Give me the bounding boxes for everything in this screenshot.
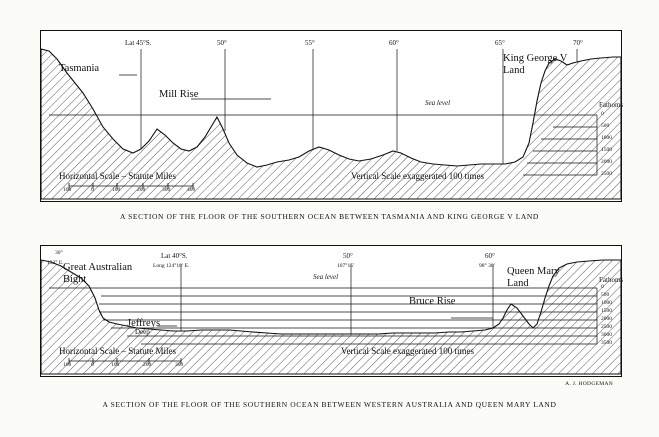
scale-tick-100a-2: 100 (63, 362, 72, 368)
label-bruce-rise: Bruce Rise (409, 296, 456, 307)
label-sea-level-2: Sea level (313, 273, 339, 281)
scale-tick-0-1: 0 (91, 187, 94, 193)
depth-tick-0-2: 0 (601, 284, 604, 290)
horizontal-scale-label-1: Horizontal Scale – Statute Miles (59, 171, 176, 181)
label-queen-mary: Queen Mary (507, 266, 560, 277)
tick-lat-45: Lat 45°S. (125, 39, 152, 47)
scale-tick-300-2: 300 (175, 362, 184, 368)
label-jeffreys: Jeffreys (127, 318, 161, 329)
tick-long-124-2: Long 124°10′ E. (153, 263, 190, 269)
label-bight: Bight (63, 274, 87, 285)
label-fathoms-1: Fathoms (599, 101, 624, 109)
depth-tick-2500-1: 2500 (601, 171, 612, 177)
tick-long-107-2: 107°15′ (337, 263, 355, 269)
label-tasmania: Tasmania (59, 63, 100, 74)
label-mill-rise: Mill Rise (159, 89, 199, 100)
tick-lat-60: 60° (389, 39, 399, 47)
corner-lat-30: 30° (55, 250, 63, 256)
corner-long-133e: 133° E. (47, 260, 64, 266)
depth-tick-1000-2: 1000 (601, 300, 612, 306)
scale-tick-300-1: 300 (162, 187, 171, 193)
label-fathoms-2: Fathoms (599, 276, 624, 284)
tick-lat-65: 65° (495, 39, 505, 47)
depth-tick-500-2: 500 (601, 292, 610, 298)
depth-tick-1500-1: 1500 (601, 147, 612, 153)
label-deep: Deep (135, 328, 150, 336)
panel-western-australia-queen-mary (40, 245, 622, 377)
tick-lat-50: 50° (217, 39, 227, 47)
scale-tick-200-1: 200 (137, 187, 146, 193)
scale-tick-100b-2: 100 (111, 362, 120, 368)
depth-tick-1500-2: 1500 (601, 308, 612, 314)
label-sea-level-1: Sea level (425, 99, 451, 107)
tick-lat-40-2: Lat 40°S. (161, 252, 188, 260)
depth-tick-0-1: 0 (601, 111, 604, 117)
vertical-scale-label-2: Vertical Scale exaggerated 100 times (341, 346, 474, 356)
panel-tasmania-king-george (40, 30, 622, 202)
label-queen-mary-land: Land (507, 278, 529, 289)
scale-tick-400-1: 400 (187, 187, 196, 193)
tick-lat-50-2: 50° (343, 252, 353, 260)
depth-tick-500-1: 500 (601, 123, 610, 129)
vertical-scale-label-1: Vertical Scale exaggerated 100 times (351, 171, 484, 181)
scale-tick-200-2: 200 (143, 362, 152, 368)
horizontal-scale-label-2: Horizontal Scale – Statute Miles (59, 346, 176, 356)
label-king-george-v: King George V (503, 53, 568, 64)
caption-panel-2: A SECTION OF THE FLOOR OF THE SOUTHERN OCEAN BETWEEN WESTERN AUSTRALIA AND QUEEN MARY LAND (102, 400, 557, 409)
depth-tick-2000-1: 2000 (601, 159, 612, 165)
scale-tick-100b-1: 100 (112, 187, 121, 193)
caption-panel-1: A SECTION OF THE FLOOR OF THE SOUTHERN OCEAN BETWEEN TASMANIA AND KING GEORGE V LAND (120, 212, 539, 221)
depth-tick-1000-1: 1000 (601, 135, 612, 141)
depth-tick-2000-2: 2000 (601, 316, 612, 322)
depth-tick-3500-2: 3500 (601, 340, 612, 346)
label-king-george-v-land: Land (503, 65, 525, 76)
artist-signature: A. J. HODGEMAN (565, 381, 613, 387)
tick-long-98-2: 98° 30′ (479, 263, 495, 269)
tick-lat-70: 70° (573, 39, 583, 47)
depth-tick-2500-2: 2500 (601, 324, 612, 330)
scale-tick-0-2: 0 (91, 362, 94, 368)
label-leaders-2 (157, 318, 493, 326)
depth-tick-3000-2: 3000 (601, 332, 612, 338)
tick-lat-55: 55° (305, 39, 315, 47)
scale-tick-100a-1: 100 (63, 187, 72, 193)
tick-lat-60-2: 60° (485, 252, 495, 260)
label-great-australian: Great Australian (63, 262, 133, 273)
